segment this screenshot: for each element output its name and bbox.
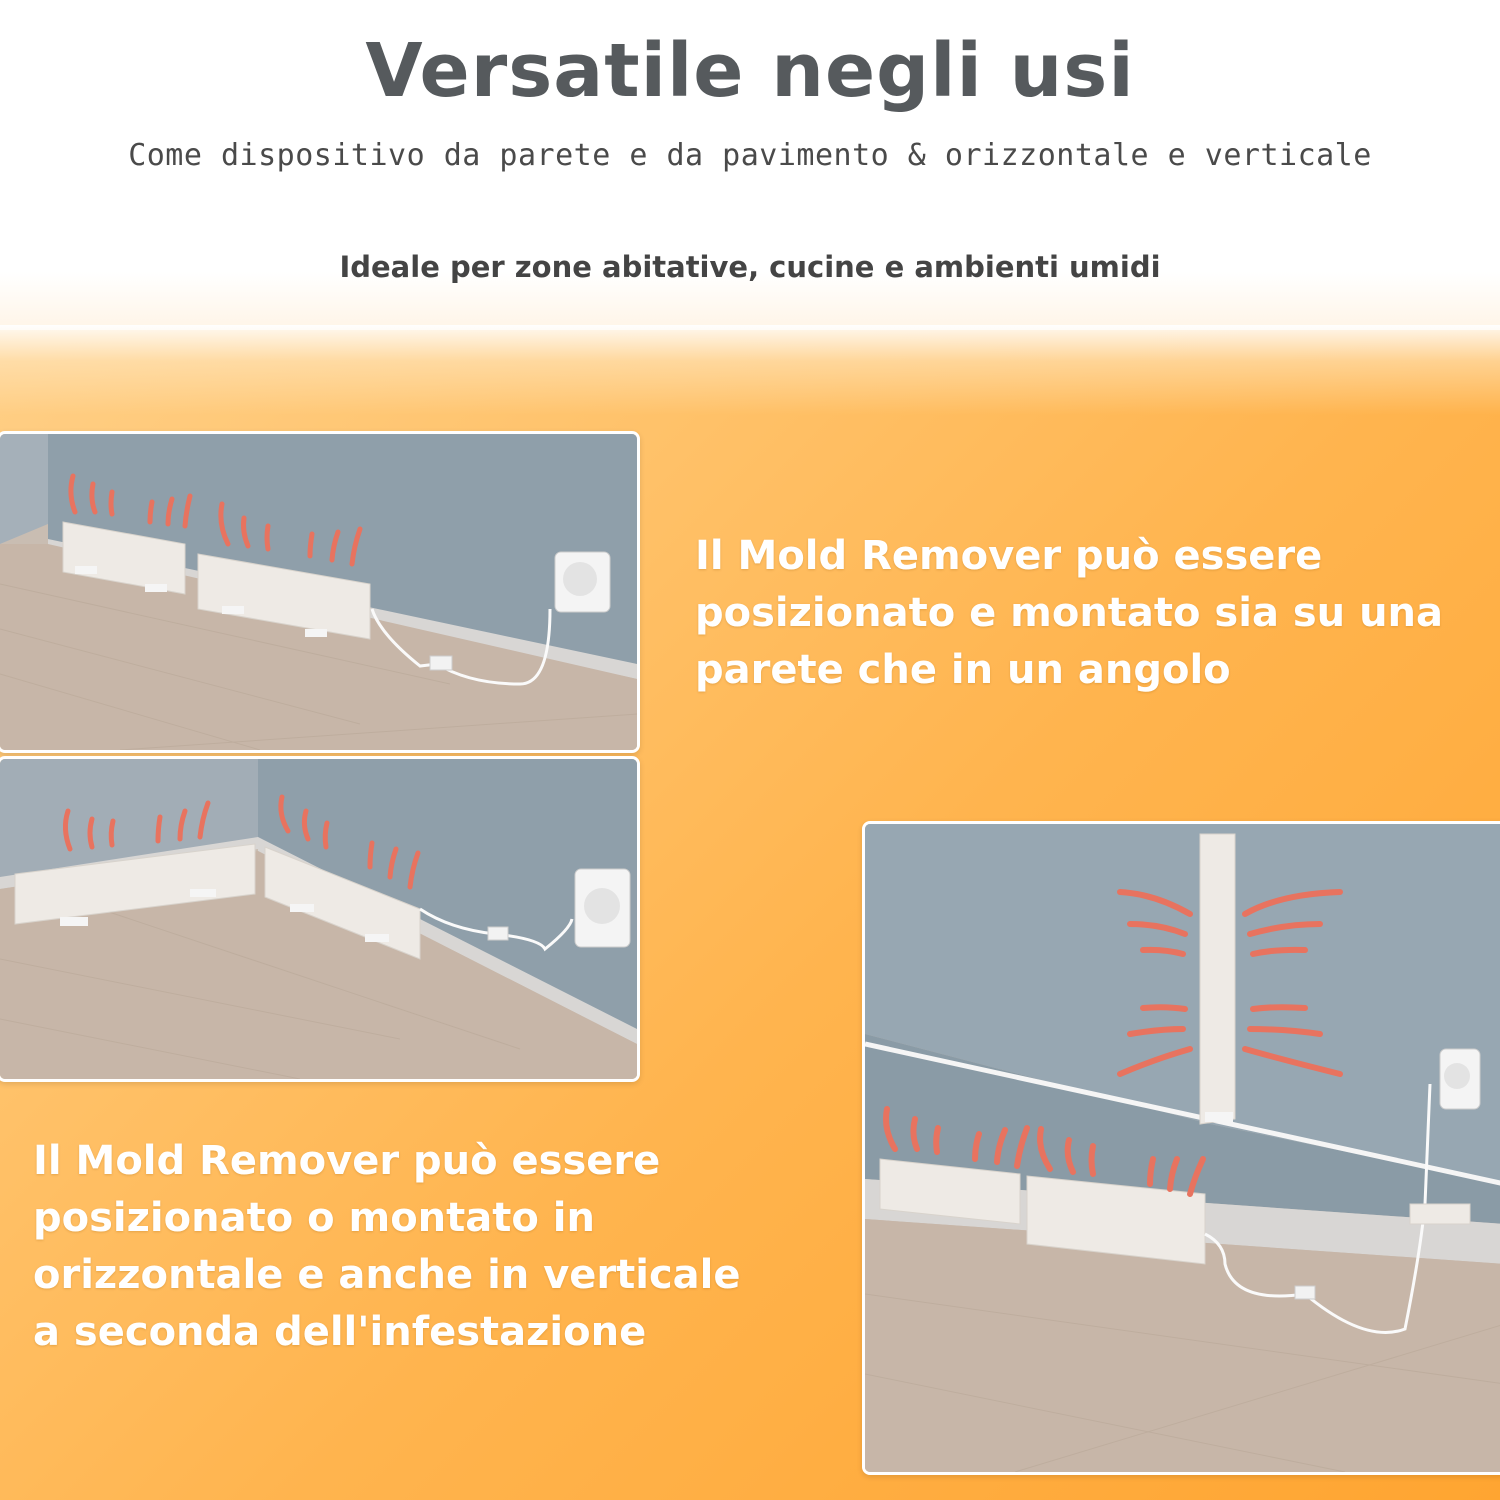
header	[0, 0, 1500, 340]
vertical-horizontal-illustration	[865, 824, 1500, 1472]
caption-line: Il Mold Remover può essere	[33, 1138, 661, 1184]
corner-panels-illustration	[0, 759, 637, 1079]
caption-line: posizionato o montato in	[33, 1195, 595, 1241]
light-band	[0, 325, 1500, 415]
illustration-vertical-horizontal-panels	[862, 821, 1500, 1475]
page-title: Versatile negli usi	[365, 28, 1135, 114]
caption-line: Il Mold Remover può essere	[695, 533, 1323, 579]
caption-line: orizzontale e anche in verticale	[33, 1252, 741, 1298]
caption-horizontal-vertical	[33, 1133, 741, 1361]
caption-line: a seconda dell'infestazione	[33, 1309, 647, 1355]
caption-line: parete che in un angolo	[695, 647, 1231, 693]
caption-line: posizionato e montato sia su una	[695, 590, 1444, 636]
caption-wall-corner	[695, 528, 1443, 699]
page-subtitle: Come dispositivo da parete e da pavimento & orizzontale e verticale	[128, 138, 1372, 173]
wall-panels-illustration	[0, 434, 637, 750]
illustration-wall-panels	[0, 431, 640, 753]
illustration-corner-panels	[0, 756, 640, 1082]
tagline: Ideale per zone abitative, cucine e ambienti umidi	[339, 250, 1161, 284]
